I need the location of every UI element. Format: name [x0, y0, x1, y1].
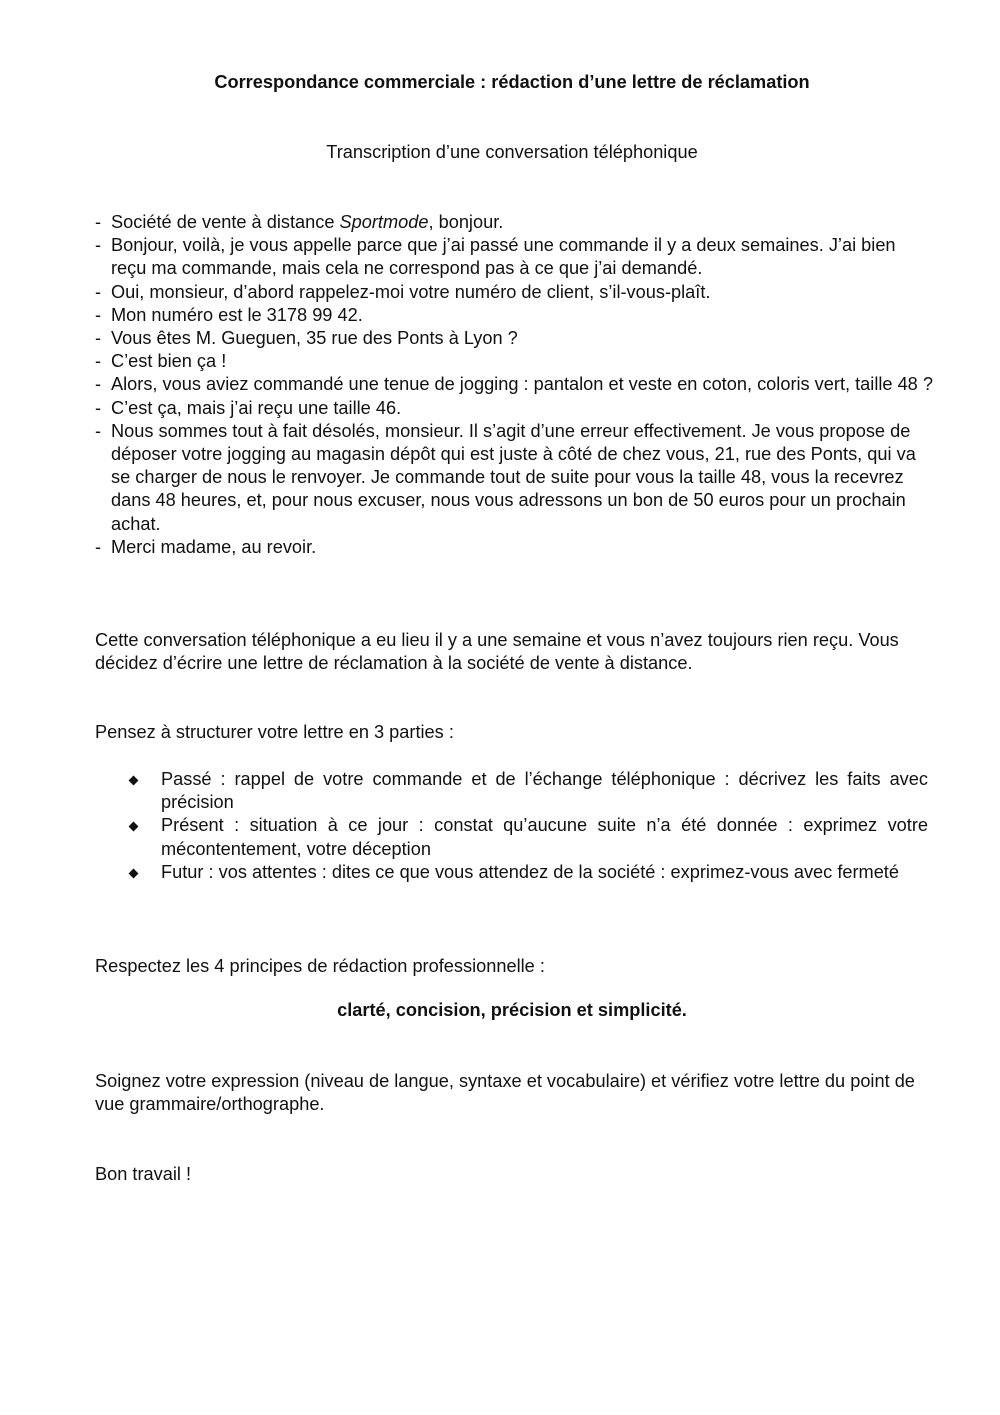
dialogue-line [95, 281, 935, 304]
dialogue-dash: - [95, 351, 102, 372]
structure-item [130, 814, 928, 860]
dialogue-text: Oui, monsieur, d’abord rappelez-moi votre numéro de client, s’il-vous-plaît. [111, 281, 711, 302]
expression-paragraph: Soignez votre expression (niveau de langue, syntaxe et vocabulaire) et vérifiez votre lettre du point de vue grammaire/orthographe. [95, 1071, 915, 1115]
structure-item-text: Présent : situation à ce jour : constat qu’aucune suite n’a été donnée : exprimez votre mécontentement, votre déception [161, 815, 928, 859]
dialogue-text: C’est bien ça ! [111, 351, 227, 372]
dialogue-text: Bonjour, voilà, je vous appelle parce que j’ai passé une commande il y a deux semaines. J’ai bien reçu ma commande, mais cela ne correspond pas à ce que j’ai demandé. [111, 235, 896, 279]
dialogue-text: C’est ça, mais j’ai reçu une taille 46. [111, 397, 402, 418]
dialogue-dash: - [95, 235, 102, 256]
dialogue-text-prefix: Société de vente à distance [111, 212, 340, 232]
dialogue-text: Mon numéro est le 3178 99 42. [111, 304, 363, 325]
dialogue-text: Merci madame, au revoir. [111, 536, 317, 557]
dialogue-line [95, 234, 935, 280]
dialogue-line [95, 373, 935, 396]
dialogue-dash: - [95, 281, 102, 302]
dialogue-dash: - [95, 374, 102, 395]
dialogue-line [95, 304, 935, 327]
dialogue-line [95, 536, 935, 559]
dialogue-dash: - [95, 397, 102, 418]
dialogue-text: Alors, vous aviez commandé une tenue de jogging : pantalon et veste en coton, coloris vert, taille 48 ? [111, 374, 933, 395]
situation-paragraph: Cette conversation téléphonique a eu lieu il y a une semaine et vous n’avez toujours rien reçu. Vous décidez d’écrire une lettre de réclamation à la société de vente à distance. [95, 630, 899, 674]
dialogue-line [95, 327, 935, 350]
structure-item [130, 768, 928, 814]
dialogue-dash: - [95, 304, 102, 325]
dialogue-line [95, 211, 935, 234]
dialogue-text: Vous êtes M. Gueguen, 35 rue des Ponts à Lyon ? [111, 328, 518, 349]
brand-name: Sportmode [339, 212, 429, 232]
structure-item [130, 861, 928, 884]
dialogue-line [95, 420, 935, 536]
structure-item-text: Futur : vos attentes : dites ce que vous attendez de la société : exprimez-vous avec fermeté [161, 861, 899, 882]
diamond-bullet-icon [129, 822, 139, 832]
structure-item-text: Passé : rappel de votre commande et de l’échange téléphonique : décrivez les faits avec précision [161, 769, 928, 813]
principles-list: clarté, concision, précision et simplicité. [337, 1000, 687, 1020]
dialogue-list [95, 211, 935, 559]
dialogue-dash: - [95, 212, 102, 232]
document-title: Correspondance commerciale : rédaction d’une lettre de réclamation [214, 72, 810, 92]
diamond-bullet-icon [129, 776, 139, 786]
dialogue-line [95, 397, 935, 420]
dialogue-dash: - [95, 536, 102, 557]
principles-intro: Respectez les 4 principes de rédaction professionnelle : [95, 956, 545, 976]
structure-intro: Pensez à structurer votre lettre en 3 parties : [95, 722, 454, 742]
diamond-bullet-icon [129, 868, 139, 878]
dialogue-text: Nous sommes tout à fait désolés, monsieur. Il s’agit d’une erreur effectivement. Je vous propose de déposer votre jogging au magasin dépôt qui est juste à côté de chez vous, 21, rue des Ponts, qui va se charger de nous le renvoyer. Je commande tout de suite pour vous la taille 48, vous la recevrez dans 48 heures, et, pour nous excuser, nous vous adressons un bon de 50 euros pour un prochain achat. [111, 420, 916, 534]
dialogue-line [95, 350, 935, 373]
structure-list [130, 768, 928, 884]
dialogue-dash: - [95, 328, 102, 349]
document-subtitle: Transcription d’une conversation téléphonique [326, 142, 698, 162]
dialogue-dash: - [95, 420, 102, 441]
closing-text: Bon travail ! [95, 1164, 192, 1184]
dialogue-text-suffix: , bonjour. [428, 212, 504, 232]
